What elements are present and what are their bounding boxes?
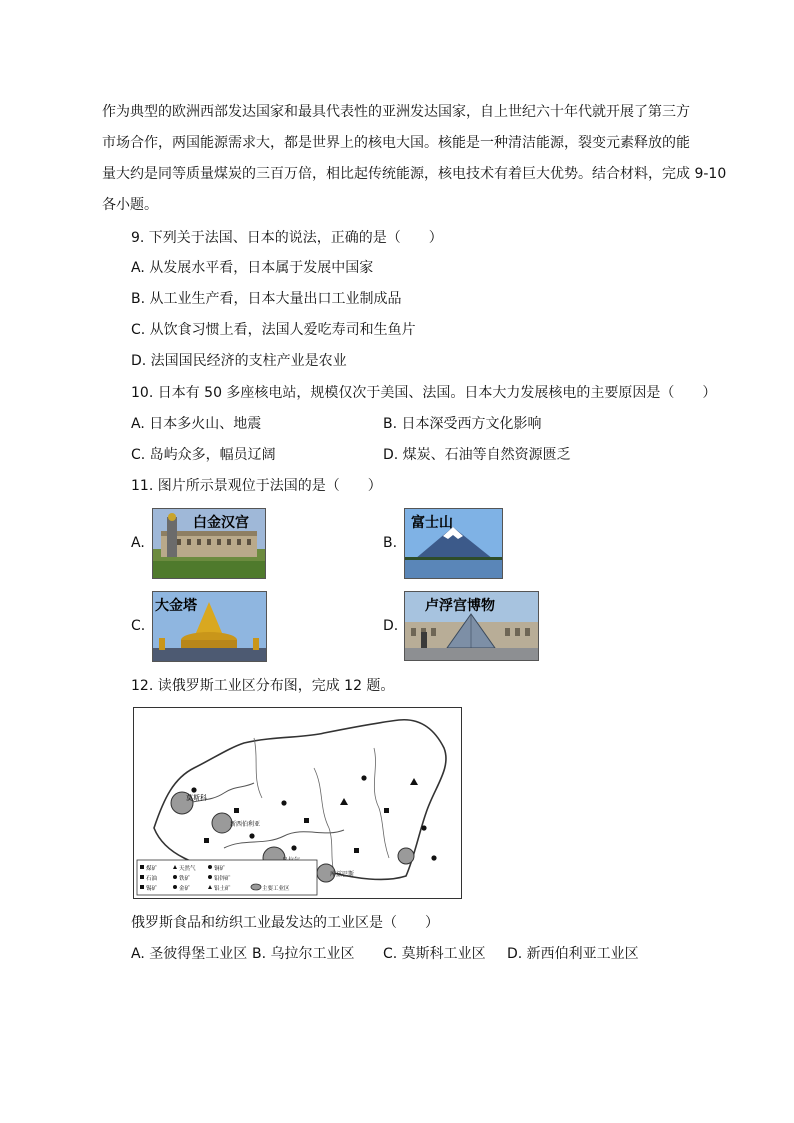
legend-gas: 天然气 [179,866,196,872]
q11-letter-d: D. [383,618,399,634]
photo-buckingham-palace [152,508,266,579]
q11-letter-c: C. [131,618,146,634]
caption-b: 富士山 [411,515,453,531]
russia-industrial-map [133,707,462,899]
q11-stem: 11. 图片所示景观位于法国的是（ ） [131,478,382,494]
legend-tin: 锡矿 [146,886,158,892]
map-label-kuzbass: 库兹巴斯 [330,871,355,878]
q12-stem: 12. 读俄罗斯工业区分布图，完成 12 题。 [131,678,395,694]
q9-stem: 9. 下列关于法国、日本的说法，正确的是（ ） [131,230,443,246]
legend-bauxite: 铝土矿 [214,886,231,892]
intro-line-2: 市场合作，两国能源需求大，都是世界上的核电大国。核能是一种清洁能源，裂变元素释放的能 [102,135,690,151]
legend-lead-zinc: 铅锌矿 [214,876,231,882]
russia-map-image [134,708,461,898]
caption-d: 卢浮宫博物 [425,598,495,614]
photo-louvre-museum [404,591,539,661]
intro-line-4: 各小题。 [102,197,158,213]
intro-line-1: 作为典型的欧洲西部发达国家和最具代表性的亚洲发达国家，自上世纪六十年代就开展了第三方 [102,104,690,120]
caption-c: 大金塔 [155,598,197,614]
q10-stem: 10. 日本有 50 多座核电站，规模仅次于美国、法国。日本大力发展核电的主要原因是（ ） [131,385,717,401]
q12-option-b: B. 乌拉尔工业区 [252,946,355,962]
q10-option-d: D. 煤炭、石油等自然资源匮乏 [383,447,571,463]
legend-copper: 铜矿 [214,866,226,872]
q11-letter-b: B. [383,535,398,551]
map-label-moscow: 莫斯科 [186,794,207,802]
map-label-novosibirsk: 新西伯利亚 [230,821,261,828]
legend-coal: 煤矿 [146,866,158,872]
q12-option-c: C. 莫斯科工业区 [383,946,486,962]
legend-gold: 金矿 [179,886,191,892]
legend-oil: 石油 [146,876,158,882]
intro-line-3: 量大约是同等质量煤炭的三百万倍，相比起传统能源，核电技术有着巨大优势。结合材料，完成 9-10 [102,166,727,182]
q11-letter-a: A. [131,535,145,551]
q9-option-a: A. 从发展水平看，日本属于发展中国家 [131,260,374,276]
caption-a: 白金汉宫 [193,515,249,531]
legend-iron: 铁矿 [179,876,191,882]
q10-option-a: A. 日本多火山、地震 [131,416,262,432]
q12-question: 俄罗斯食品和纺织工业最发达的工业区是（ ） [131,915,439,931]
q9-option-c: C. 从饮食习惯上看，法国人爱吃寿司和生鱼片 [131,322,416,338]
q9-option-b: B. 从工业生产看，日本大量出口工业制成品 [131,291,402,307]
q10-option-b: B. 日本深受西方文化影响 [383,416,542,432]
photo-shwedagon-pagoda [152,591,267,662]
q12-option-a: A. 圣彼得堡工业区 [131,946,248,962]
q9-option-d: D. 法国国民经济的支柱产业是农业 [131,353,347,369]
legend-industrial-zone: 主要工业区 [262,886,290,892]
q10-option-c: C. 岛屿众多，幅员辽阔 [131,447,276,463]
photo-mount-fuji [404,508,503,579]
q12-option-d: D. 新西伯利亚工业区 [507,946,639,962]
